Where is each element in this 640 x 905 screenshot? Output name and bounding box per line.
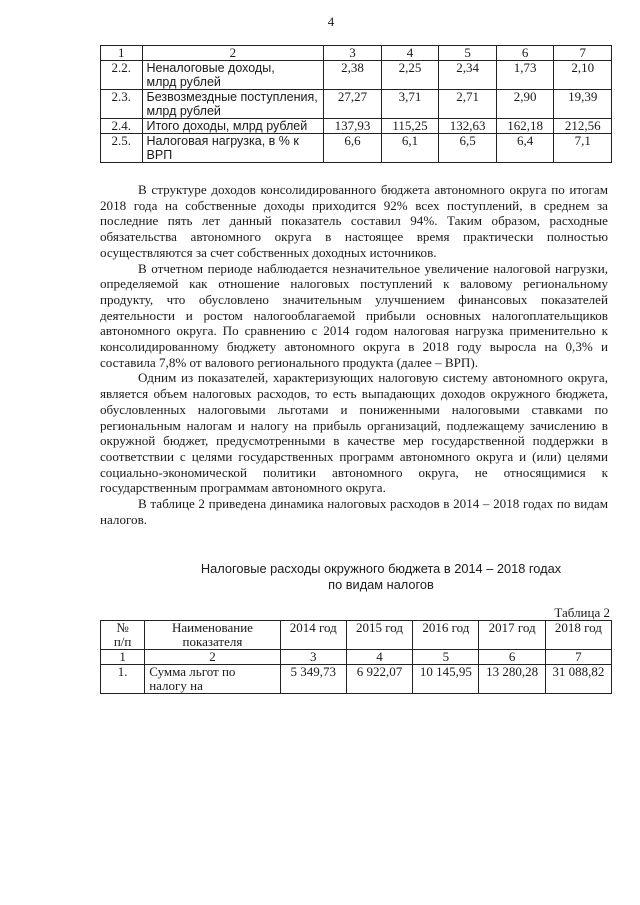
value-cell: 1,73: [496, 61, 554, 90]
value-cell: 27,27: [324, 90, 382, 119]
value-cell: 6,6: [324, 134, 382, 163]
value-cell: 132,63: [439, 119, 497, 134]
header-cell: 2017 год: [479, 621, 545, 650]
value-cell: 7,1: [554, 134, 612, 163]
table-numbering-row: 1 2 3 4 5 6 7: [101, 650, 612, 665]
header-cell: 2: [142, 46, 324, 61]
paragraph: Одним из показателей, характеризующих налоговую систему автономного округа, является объем налоговых расходов, то есть выпадающих доходов окружного бюджета, обусловленных налоговыми льготами и пониженными налоговыми ставками по региональным налогам и налогу на прибыль организаций, подлежащему зачислению в окружной бюджет, предусмотренными в качестве мер государственной поддержки в соответствии с целями государственных программ автономного округа и (или) целями социально-экономической политики автономного округа, не относящимися к государственным программам автономного округа.: [100, 370, 608, 496]
value-cell: 2,10: [554, 61, 612, 90]
row-number: 2.5.: [101, 134, 143, 163]
value-cell: 212,56: [554, 119, 612, 134]
header-cell: 7: [554, 46, 612, 61]
value-cell: 2,38: [324, 61, 382, 90]
row-label: Сумма льгот по налогу на: [145, 665, 280, 694]
table-row: [101, 119, 612, 134]
table-row: [101, 134, 612, 163]
header-cell: 5: [439, 46, 497, 61]
value-cell: 6,5: [439, 134, 497, 163]
row-number: 1.: [101, 665, 145, 694]
header-cell: 6: [496, 46, 554, 61]
row-label: Неналоговые доходы, млрд рублей: [142, 61, 324, 90]
value-cell: 6,1: [381, 134, 439, 163]
header-cell: 2016 год: [413, 621, 479, 650]
paragraph: В таблице 2 приведена динамика налоговых расходов в 2014 – 2018 годах по видам налогов.: [100, 496, 608, 527]
row-number: 2.4.: [101, 119, 143, 134]
value-cell: 13 280,28: [479, 665, 545, 694]
page-number: 4: [327, 14, 335, 29]
header-cell: № п/п: [101, 621, 145, 650]
value-cell: 2,71: [439, 90, 497, 119]
table-row: [101, 90, 612, 119]
value-cell: 162,18: [496, 119, 554, 134]
header-cell: 2015 год: [346, 621, 412, 650]
row-label: Налоговая нагрузка, в % к ВРП: [142, 134, 324, 163]
table-row: [101, 665, 612, 694]
header-cell: 4: [381, 46, 439, 61]
row-label: Итого доходы, млрд рублей: [142, 119, 324, 134]
value-cell: 6,4: [496, 134, 554, 163]
value-cell: 137,93: [324, 119, 382, 134]
value-cell: 3,71: [381, 90, 439, 119]
header-cell: 1: [101, 46, 143, 61]
row-number: 2.3.: [101, 90, 143, 119]
value-cell: 5 349,73: [280, 665, 346, 694]
tax-expenditure-table: [100, 620, 612, 694]
header-cell: Наименование показателя: [145, 621, 280, 650]
value-cell: 10 145,95: [413, 665, 479, 694]
value-cell: 6 922,07: [346, 665, 412, 694]
table-label: Таблица 2: [554, 605, 610, 620]
header-cell: 2018 год: [545, 621, 611, 650]
value-cell: 2,34: [439, 61, 497, 90]
paragraph: В структуре доходов консолидированного бюджета автономного округа по итогам 2018 года на собственные доходы приходится 92% всех поступлений, в среднем за последние пять лет данный показатель составил 94%. Таким образом, расходные обязательства автономного округа в настоящее время практически полностью осуществляются за счет собственных доходных источников.: [100, 182, 608, 260]
value-cell: 31 088,82: [545, 665, 611, 694]
paragraph: В отчетном периоде наблюдается незначительное увеличение налоговой нагрузки, определяемой как отношение налоговых поступлений к валовому региональному продукту, что обусловлено значительным улучшением финансовых показателей деятельности и ростом налогооблагаемой прибыли основных налогоплательщиков автономного округа. По сравнению с 2014 годом налоговая нагрузка применительно к консолидированному бюджету автономного округа в 2018 году выросла на 0,3% и составила 7,8% от валового регионального продукта (далее – ВРП).: [100, 260, 608, 370]
table-header-row: [101, 46, 612, 61]
body-text: [100, 182, 608, 527]
header-cell: 2014 год: [280, 621, 346, 650]
table-row: [101, 61, 612, 90]
table-caption: Налоговые расходы окружного бюджета в 2014 – 2018 годах по видам налогов: [200, 561, 562, 592]
row-label: Безвозмездные поступления, млрд рублей: [142, 90, 324, 119]
value-cell: 19,39: [554, 90, 612, 119]
header-cell: 3: [324, 46, 382, 61]
value-cell: 2,25: [381, 61, 439, 90]
value-cell: 115,25: [381, 119, 439, 134]
value-cell: 2,90: [496, 90, 554, 119]
row-number: 2.2.: [101, 61, 143, 90]
revenue-table: [100, 45, 612, 163]
table-header-row: [101, 621, 612, 650]
